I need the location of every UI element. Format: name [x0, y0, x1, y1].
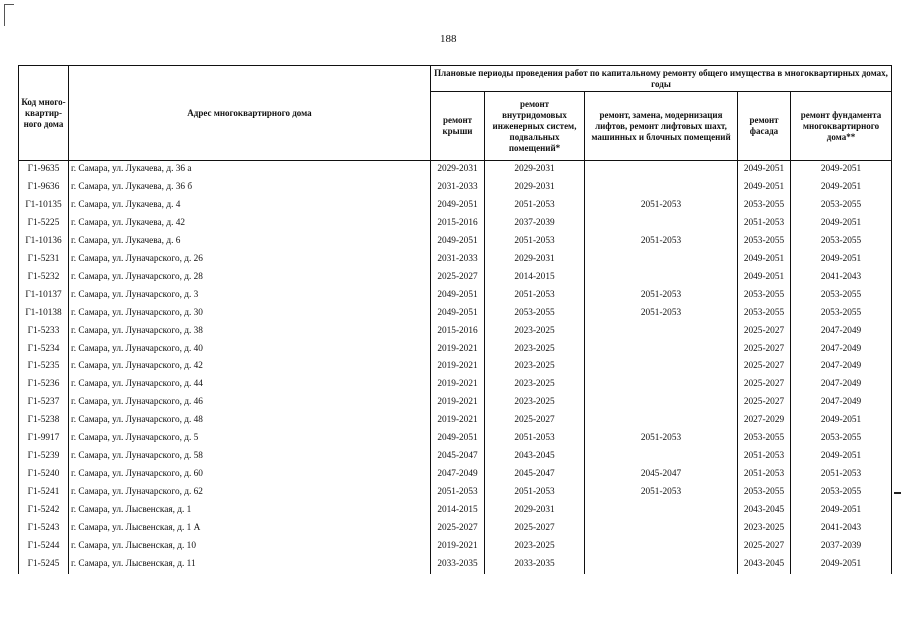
- header-foundation: ремонт фундамента многоквартирного дома**: [791, 92, 892, 161]
- cell-systems: 2051-2053: [485, 233, 585, 251]
- table-row: [19, 341, 892, 359]
- cell-systems: 2045-2047: [485, 466, 585, 484]
- cell-elevators: [585, 269, 738, 287]
- cell-foundation: 2053-2055: [791, 233, 892, 251]
- cell-elevators: [585, 448, 738, 466]
- cell-systems: 2029-2031: [485, 251, 585, 269]
- cell-facade: 2051-2053: [738, 466, 791, 484]
- header-elevators: ремонт, замена, модернизация лифтов, ремонт лифтовых шахт, машинных и блочных помещений: [585, 92, 738, 161]
- cell-roof: 2025-2027: [431, 520, 485, 538]
- cell-facade: 2049-2051: [738, 179, 791, 197]
- cell-code: Г1-5237: [19, 394, 69, 412]
- cell-roof: 2047-2049: [431, 466, 485, 484]
- header-facade: ремонт фасада: [738, 92, 791, 161]
- cell-elevators: [585, 520, 738, 538]
- cell-foundation: 2047-2049: [791, 341, 892, 359]
- cell-code: Г1-5235: [19, 358, 69, 376]
- cell-elevators: [585, 161, 738, 179]
- cell-facade: 2025-2027: [738, 538, 791, 556]
- table-row: [19, 520, 892, 538]
- cell-address: г. Самара, ул. Луначарского, д. 5: [69, 430, 431, 448]
- table-row: [19, 215, 892, 233]
- cell-roof: 2015-2016: [431, 323, 485, 341]
- cell-roof: 2049-2051: [431, 233, 485, 251]
- cell-elevators: [585, 251, 738, 269]
- cell-code: Г1-5238: [19, 412, 69, 430]
- cell-systems: 2029-2031: [485, 179, 585, 197]
- cell-roof: 2019-2021: [431, 412, 485, 430]
- cell-code: Г1-9917: [19, 430, 69, 448]
- cell-code: Г1-5242: [19, 502, 69, 520]
- cell-address: г. Самара, ул. Луначарского, д. 38: [69, 323, 431, 341]
- cell-foundation: 2047-2049: [791, 323, 892, 341]
- header-periods-group: Плановые периоды проведения работ по капитальному ремонту общего имущества в многоквартирных домах, годы: [431, 66, 892, 92]
- cell-roof: 2033-2035: [431, 556, 485, 574]
- cell-roof: 2049-2051: [431, 197, 485, 215]
- cell-elevators: [585, 394, 738, 412]
- cell-code: Г1-10135: [19, 197, 69, 215]
- cell-facade: 2025-2027: [738, 394, 791, 412]
- cell-roof: 2049-2051: [431, 287, 485, 305]
- cell-code: Г1-5232: [19, 269, 69, 287]
- scan-mark: [4, 4, 14, 5]
- table-row: [19, 556, 892, 574]
- cell-foundation: 2053-2055: [791, 305, 892, 323]
- table-row: [19, 448, 892, 466]
- cell-address: г. Самара, ул. Лукачева, д. 6: [69, 233, 431, 251]
- cell-code: Г1-9635: [19, 161, 69, 179]
- cell-code: Г1-5245: [19, 556, 69, 574]
- cell-address: г. Самара, ул. Луначарского, д. 26: [69, 251, 431, 269]
- cell-systems: 2053-2055: [485, 305, 585, 323]
- cell-roof: 2029-2031: [431, 161, 485, 179]
- cell-facade: 2027-2029: [738, 412, 791, 430]
- cell-roof: 2045-2047: [431, 448, 485, 466]
- table-row: [19, 376, 892, 394]
- cell-elevators: [585, 502, 738, 520]
- cell-address: г. Самара, ул. Луначарского, д. 62: [69, 484, 431, 502]
- cell-systems: 2051-2053: [485, 287, 585, 305]
- cell-foundation: 2049-2051: [791, 448, 892, 466]
- cell-code: Г1-10136: [19, 233, 69, 251]
- cell-roof: 2015-2016: [431, 215, 485, 233]
- table-row: [19, 394, 892, 412]
- cell-address: г. Самара, ул. Луначарского, д. 3: [69, 287, 431, 305]
- cell-address: г. Самара, ул. Лысвенская, д. 1: [69, 502, 431, 520]
- cell-elevators: [585, 179, 738, 197]
- cell-address: г. Самара, ул. Луначарского, д. 48: [69, 412, 431, 430]
- cell-code: Г1-5244: [19, 538, 69, 556]
- cell-systems: 2014-2015: [485, 269, 585, 287]
- header-address: Адрес многоквартирного дома: [69, 66, 431, 161]
- cell-facade: 2025-2027: [738, 341, 791, 359]
- cell-address: г. Самара, ул. Лысвенская, д. 10: [69, 538, 431, 556]
- cell-elevators: 2051-2053: [585, 430, 738, 448]
- cell-address: г. Самара, ул. Лысвенская, д. 1 А: [69, 520, 431, 538]
- table-row: [19, 305, 892, 323]
- cell-address: г. Самара, ул. Луначарского, д. 46: [69, 394, 431, 412]
- table-row: [19, 358, 892, 376]
- cell-foundation: 2053-2055: [791, 287, 892, 305]
- cell-systems: 2025-2027: [485, 520, 585, 538]
- cell-code: Г1-10137: [19, 287, 69, 305]
- cell-foundation: 2049-2051: [791, 161, 892, 179]
- cell-elevators: 2051-2053: [585, 305, 738, 323]
- cell-address: г. Самара, ул. Луначарского, д. 60: [69, 466, 431, 484]
- cell-address: г. Самара, ул. Луначарского, д. 58: [69, 448, 431, 466]
- cell-facade: 2025-2027: [738, 376, 791, 394]
- cell-elevators: [585, 556, 738, 574]
- cell-roof: 2049-2051: [431, 430, 485, 448]
- cell-code: Г1-5233: [19, 323, 69, 341]
- table-body: [19, 161, 892, 574]
- header-roof: ремонт крыши: [431, 92, 485, 161]
- table-row: [19, 538, 892, 556]
- cell-elevators: [585, 358, 738, 376]
- cell-foundation: 2053-2055: [791, 197, 892, 215]
- table-row: [19, 287, 892, 305]
- cell-roof: 2025-2027: [431, 269, 485, 287]
- table-row: [19, 251, 892, 269]
- cell-foundation: 2047-2049: [791, 358, 892, 376]
- cell-code: Г1-9636: [19, 179, 69, 197]
- cell-roof: 2051-2053: [431, 484, 485, 502]
- cell-foundation: 2047-2049: [791, 394, 892, 412]
- table-row: [19, 269, 892, 287]
- page-number: 188: [440, 33, 457, 45]
- table-row: [19, 233, 892, 251]
- cell-facade: 2049-2051: [738, 161, 791, 179]
- table-row: [19, 412, 892, 430]
- cell-systems: 2029-2031: [485, 161, 585, 179]
- cell-foundation: 2049-2051: [791, 251, 892, 269]
- cell-facade: 2043-2045: [738, 502, 791, 520]
- cell-roof: 2031-2033: [431, 251, 485, 269]
- table-row: [19, 466, 892, 484]
- cell-roof: 2019-2021: [431, 358, 485, 376]
- cell-address: г. Самара, ул. Лукачева, д. 4: [69, 197, 431, 215]
- cell-code: Г1-5239: [19, 448, 69, 466]
- cell-systems: 2051-2053: [485, 430, 585, 448]
- capital-repair-table: [18, 65, 892, 574]
- table-row: [19, 484, 892, 502]
- cell-foundation: 2049-2051: [791, 502, 892, 520]
- cell-foundation: 2049-2051: [791, 556, 892, 574]
- cell-systems: 2033-2035: [485, 556, 585, 574]
- table-row: [19, 179, 892, 197]
- cell-elevators: 2045-2047: [585, 466, 738, 484]
- cell-foundation: 2053-2055: [791, 430, 892, 448]
- cell-elevators: 2051-2053: [585, 287, 738, 305]
- header-systems: ремонт внутридомовых инженерных систем, подвальных помещений*: [485, 92, 585, 161]
- cell-code: Г1-5231: [19, 251, 69, 269]
- cell-address: г. Самара, ул. Лукачева, д. 36 б: [69, 179, 431, 197]
- cell-systems: 2023-2025: [485, 358, 585, 376]
- cell-elevators: [585, 215, 738, 233]
- cell-roof: 2031-2033: [431, 179, 485, 197]
- table-row: [19, 197, 892, 215]
- cell-foundation: 2037-2039: [791, 538, 892, 556]
- cell-code: Г1-5225: [19, 215, 69, 233]
- cell-roof: 2049-2051: [431, 305, 485, 323]
- cell-foundation: 2049-2051: [791, 179, 892, 197]
- cell-systems: 2023-2025: [485, 341, 585, 359]
- cell-systems: 2023-2025: [485, 323, 585, 341]
- scan-mark: [894, 492, 901, 494]
- cell-systems: 2023-2025: [485, 376, 585, 394]
- cell-code: Г1-5236: [19, 376, 69, 394]
- scan-mark: [4, 4, 5, 26]
- cell-systems: 2043-2045: [485, 448, 585, 466]
- table-row: [19, 502, 892, 520]
- cell-code: Г1-5243: [19, 520, 69, 538]
- cell-facade: 2053-2055: [738, 287, 791, 305]
- cell-systems: 2023-2025: [485, 538, 585, 556]
- cell-facade: 2043-2045: [738, 556, 791, 574]
- cell-roof: 2019-2021: [431, 376, 485, 394]
- cell-address: г. Самара, ул. Лукачева, д. 42: [69, 215, 431, 233]
- cell-facade: 2053-2055: [738, 305, 791, 323]
- cell-address: г. Самара, ул. Луначарского, д. 30: [69, 305, 431, 323]
- cell-facade: 2051-2053: [738, 215, 791, 233]
- cell-systems: 2051-2053: [485, 197, 585, 215]
- cell-systems: 2023-2025: [485, 394, 585, 412]
- cell-facade: 2023-2025: [738, 520, 791, 538]
- cell-foundation: 2053-2055: [791, 484, 892, 502]
- cell-foundation: 2049-2051: [791, 215, 892, 233]
- table-row: [19, 161, 892, 179]
- cell-foundation: 2041-2043: [791, 520, 892, 538]
- cell-elevators: 2051-2053: [585, 233, 738, 251]
- cell-foundation: 2041-2043: [791, 269, 892, 287]
- cell-code: Г1-5234: [19, 341, 69, 359]
- header-code: Код много-квартир-ного дома: [19, 66, 69, 161]
- cell-systems: 2051-2053: [485, 484, 585, 502]
- cell-roof: 2014-2015: [431, 502, 485, 520]
- cell-facade: 2053-2055: [738, 197, 791, 215]
- cell-foundation: 2047-2049: [791, 376, 892, 394]
- cell-roof: 2019-2021: [431, 538, 485, 556]
- cell-facade: 2053-2055: [738, 430, 791, 448]
- cell-facade: 2025-2027: [738, 323, 791, 341]
- cell-foundation: 2051-2053: [791, 466, 892, 484]
- cell-facade: 2049-2051: [738, 251, 791, 269]
- cell-facade: 2049-2051: [738, 269, 791, 287]
- cell-elevators: [585, 538, 738, 556]
- cell-address: г. Самара, ул. Лысвенская, д. 11: [69, 556, 431, 574]
- cell-roof: 2019-2021: [431, 341, 485, 359]
- cell-foundation: 2049-2051: [791, 412, 892, 430]
- table-row: [19, 323, 892, 341]
- cell-address: г. Самара, ул. Луначарского, д. 44: [69, 376, 431, 394]
- cell-elevators: [585, 376, 738, 394]
- cell-address: г. Самара, ул. Луначарского, д. 40: [69, 341, 431, 359]
- cell-elevators: [585, 323, 738, 341]
- cell-code: Г1-5240: [19, 466, 69, 484]
- cell-address: г. Самара, ул. Луначарского, д. 28: [69, 269, 431, 287]
- cell-facade: 2053-2055: [738, 484, 791, 502]
- cell-address: г. Самара, ул. Лукачева, д. 36 а: [69, 161, 431, 179]
- cell-code: Г1-5241: [19, 484, 69, 502]
- cell-elevators: 2051-2053: [585, 484, 738, 502]
- cell-facade: 2053-2055: [738, 233, 791, 251]
- cell-systems: 2037-2039: [485, 215, 585, 233]
- cell-systems: 2025-2027: [485, 412, 585, 430]
- cell-elevators: [585, 341, 738, 359]
- cell-facade: 2025-2027: [738, 358, 791, 376]
- cell-systems: 2029-2031: [485, 502, 585, 520]
- table-row: [19, 430, 892, 448]
- cell-elevators: [585, 412, 738, 430]
- cell-elevators: 2051-2053: [585, 197, 738, 215]
- cell-code: Г1-10138: [19, 305, 69, 323]
- cell-facade: 2051-2053: [738, 448, 791, 466]
- cell-roof: 2019-2021: [431, 394, 485, 412]
- cell-address: г. Самара, ул. Луначарского, д. 42: [69, 358, 431, 376]
